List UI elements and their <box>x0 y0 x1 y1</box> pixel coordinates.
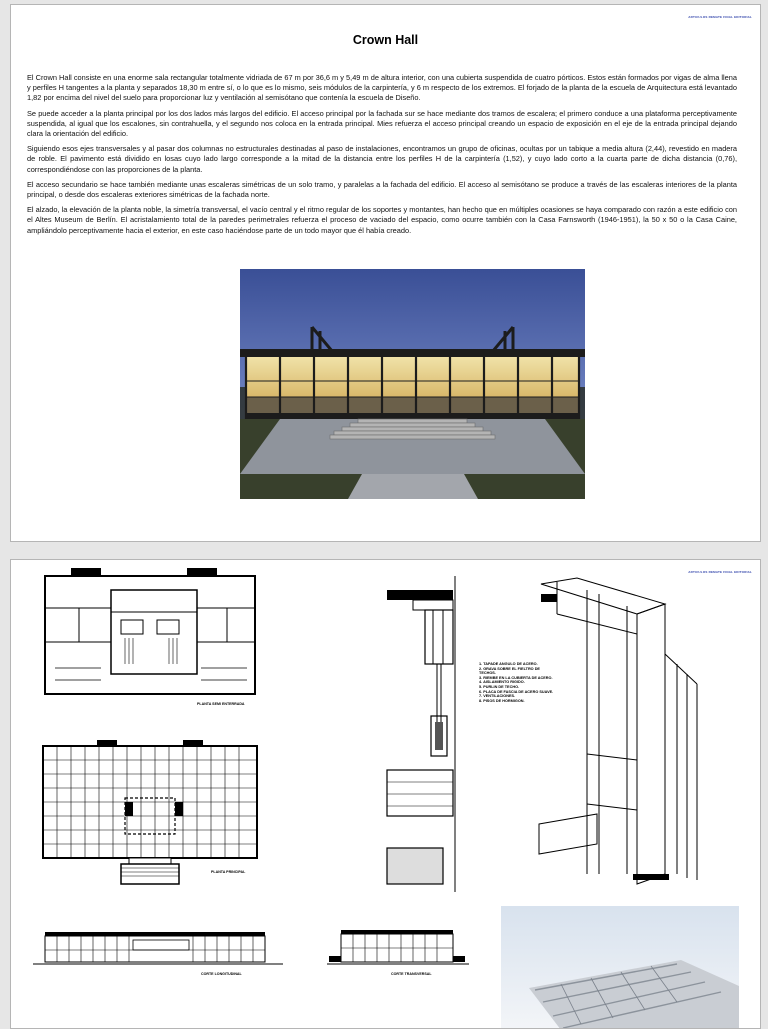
basement-plan-drawing <box>41 568 257 696</box>
paragraph: Siguiendo esos ejes transversales y al pasar dos columnas no estructurales destinadas al paso de instalaciones, encontramos un grupo de oficinas, ocultas por un tabique a media altura (2,44), revestido en madera de roble. El pavimento está dividido en losas cuyo lado largo corresponde a la mitad de la distancia entre los perfiles H de la carpintería (1,52), y cuyo lado corto a la cuarta parte de dicha distancia (0,76), correspondiéndose con las proporciones de la planta. <box>27 144 737 174</box>
page-title: Crown Hall <box>352 33 419 47</box>
longitudinal-section-drawing <box>33 924 283 970</box>
facade-detail-section-drawing <box>385 576 465 892</box>
transverse-section-drawing <box>327 924 469 970</box>
note-line: 1. TAPADE ANGULO DE ACERO. <box>479 662 538 666</box>
note-line: 6. PLACA DE FASCIA DE ACERO SUAVE. <box>479 689 554 694</box>
paragraph: El Crown Hall consiste en una enorme sala rectangular totalmente vidriada de 67 m por 36,6 m y 5,49 m de altura interior, con una cubierta suspendida de cuatro pórticos. Estos están formados por vigas de alma llena y perfiles H tangentes a la planta y separados 18,30 m entre sí, o lo que es lo mismo, seis módulos de la carpintería, y 6 m respecto de los extremos. El forjado de la planta de la escuela de Arquitectura está levantado 1,82 por encima del nivel del suelo para proporcionar luz y ventilación al semisótano que contenía la escuela de Diseño. <box>27 73 737 103</box>
note-line: 2. GRAVA SOBRE EL FIELTRO DE <box>479 666 540 671</box>
paragraph: El alzado, la elevación de la planta noble, la simetría transversal, el vacío central y el ritmo regular de los soportes y montantes, han hecho que en múltiples ocasiones se haya comparado con razón a este edificio con el Altes Museum de Berlín. El acristalamiento total de la paredes perimetrales refuerza el proceso de vaciado del espacio, como ocurre también con la Casa Farnsworth (1946-1951), la 50 x 50 o la Casa Caine, ampliándolo perceptivamente hacia el exterior, en este caso haciéndose parte de un todo mayor que él había creado. <box>27 205 737 235</box>
paragraph: Se puede acceder a la planta principal por los dos lados más largos del edificio. El acceso principal por la fachada sur se hace mediante dos tramos de escalera; el primero conduce a una plataforma perceptivamente suspendida, al igual que los escalones, sin contrahuella, y el segundo nos coloca en la entrada principal. Mies refuerza el acceso principal creando un espacio de exposición en el eje de la entrada principal dejando clara la orientación del edificio. <box>27 108 737 139</box>
page-header-tag: ARTICULOS REMATE FINAL EDITORIAL <box>688 570 752 574</box>
note-line: 5. PURLIN DE TECHO. <box>479 684 520 689</box>
page-header-tag: ARTICULOS REMATE FINAL EDITORIAL <box>688 15 752 19</box>
note-line: TECHOS. <box>479 671 496 676</box>
crown-hall-photo <box>240 269 585 499</box>
caption-basement-plan: PLANTA SEMI ENTERRADA <box>197 702 245 706</box>
caption-main-floor-plan: PLANTA PRINCIPAL <box>211 870 246 874</box>
document-page-2 <box>10 559 761 1029</box>
article-body <box>27 73 737 241</box>
caption-transverse-section: CORTE TRANSVERSAL <box>391 972 432 976</box>
building-3d-render <box>501 906 739 1029</box>
note-line: 3. RIEMBE EN LA CUBIERTA DE ACERO. <box>479 675 553 680</box>
caption-longitudinal-section: CORTE LONGITUDINAL <box>201 972 242 976</box>
paragraph: El acceso secundario se hace también mediante unas escaleras simétricas de un solo tramo, y paralelas a la fachada del edificio. El acceso al semisótano se produce a través de las escaleras interiores de la planta principal, o desde dos escaleras exteriores simétricas de la fachada norte. <box>27 179 737 200</box>
main-floor-plan-drawing <box>41 738 259 888</box>
note-line: 8. PISOS DE HORMIGON. <box>479 698 525 703</box>
document-page-1 <box>10 4 761 542</box>
axonometric-detail-drawing <box>537 574 703 894</box>
note-line: 7. VENTILACIONES. <box>479 694 516 699</box>
note-line: 4. AISLAMIENTO RIGIDO. <box>479 680 525 685</box>
